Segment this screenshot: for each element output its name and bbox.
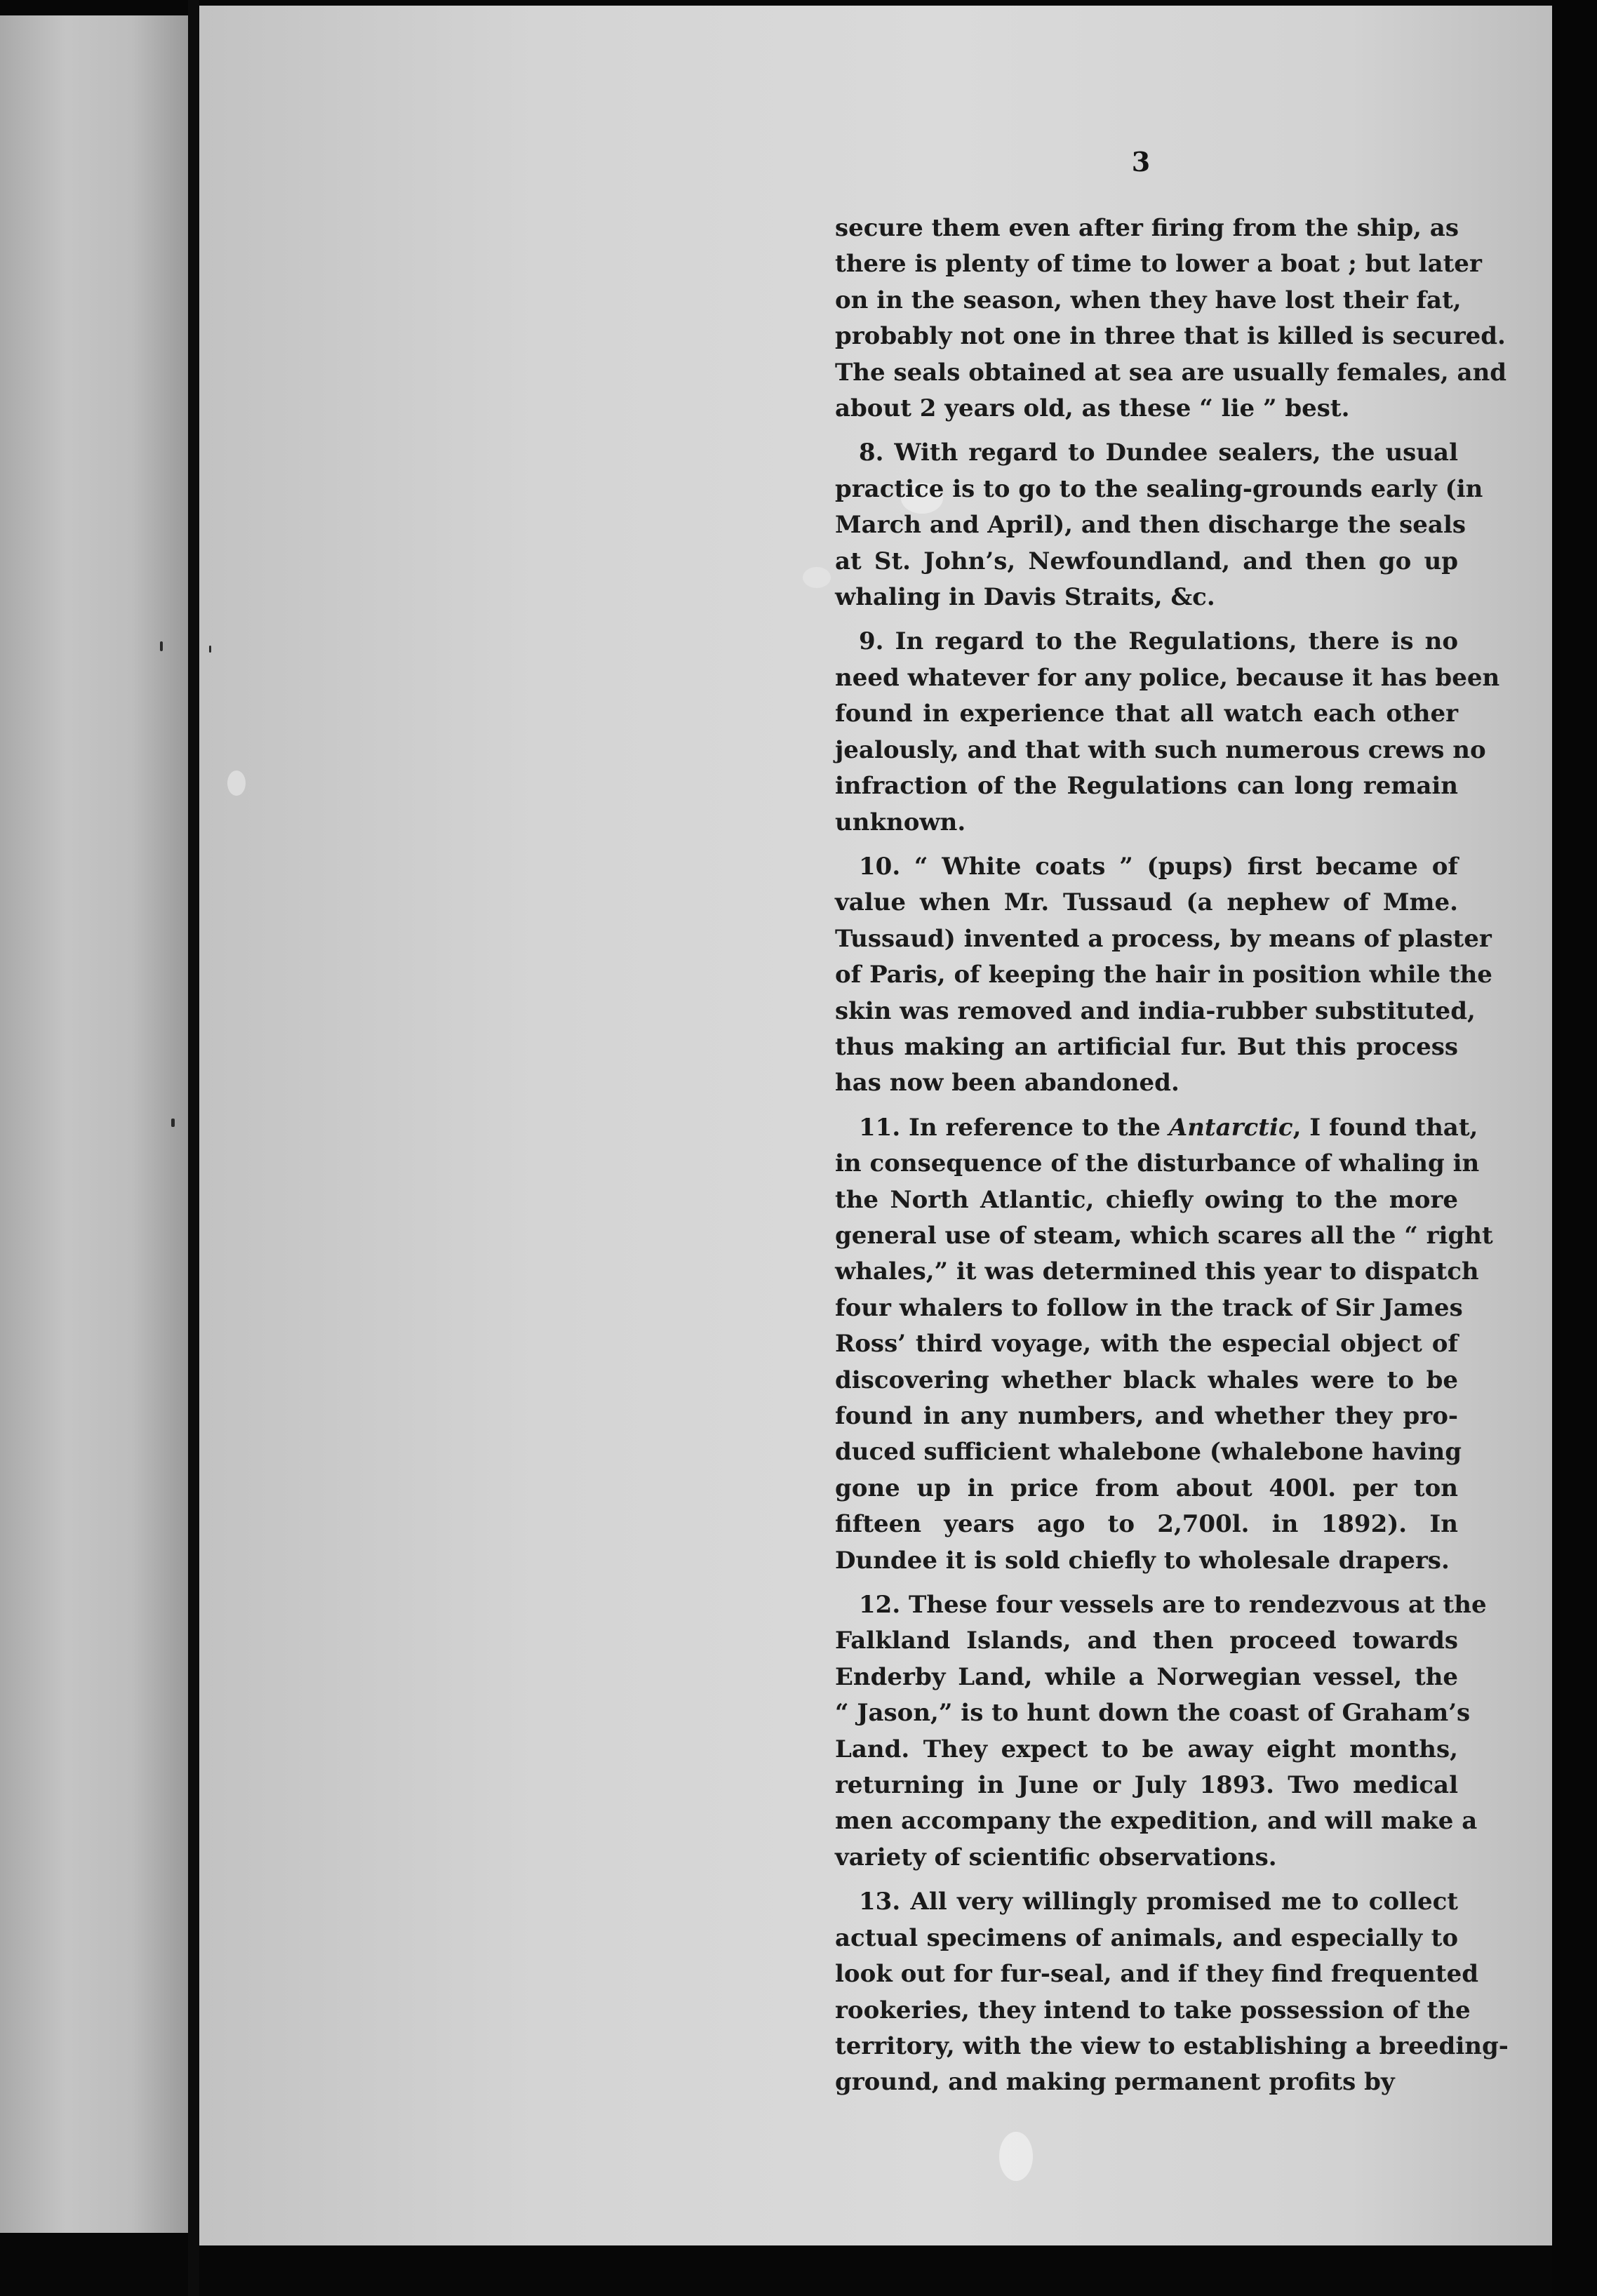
text-line: returning in June or July 1893. Two medical xyxy=(835,1771,1458,1800)
text-line: whaling in Davis Straits, &c. xyxy=(835,583,1215,612)
text-line: jealously, and that with such numerous crews no xyxy=(835,735,1486,764)
text-line: Ross’ third voyage, with the especial object of xyxy=(835,1330,1458,1359)
paragraph-p7-cont xyxy=(835,211,1507,427)
text-line: “ Jason,” is to hunt down the coast of Graham’s xyxy=(835,1699,1471,1728)
page-number: 3 xyxy=(1131,146,1151,178)
book-gutter xyxy=(188,0,199,2296)
text-line: need whatever for any police, because it has been xyxy=(835,663,1500,692)
text-line: practice is to go to the sealing-grounds early (in xyxy=(835,474,1483,503)
text-line: probably not one in three that is killed is secured. xyxy=(835,322,1506,351)
text-line: 13. All very willingly promised me to collect xyxy=(859,1888,1458,1916)
paragraph-p11 xyxy=(835,1110,1493,1579)
ink-speck xyxy=(160,641,163,651)
text-line: value when Mr. Tussaud (a nephew of Mme. xyxy=(835,888,1458,917)
text-line: the North Atlantic, chiefly owing to the more xyxy=(835,1185,1458,1214)
text-line: Tussaud) invented a process, by means of plaster xyxy=(835,924,1492,953)
text-line: infraction of the Regulations can long remain xyxy=(835,772,1458,801)
text-line: rookeries, they intend to take possession of the xyxy=(835,1996,1471,2024)
ink-speck xyxy=(171,1119,175,1127)
text-line: 9. In regard to the Regulations, there is no xyxy=(859,627,1458,656)
text-line: thus making an artificial fur. But this process xyxy=(835,1032,1458,1061)
body-text xyxy=(835,211,1509,2101)
text-line: Land. They expect to be away eight months, xyxy=(835,1735,1458,1763)
text-line: Enderby Land, while a Norwegian vessel, the xyxy=(835,1662,1458,1691)
text-line: of Paris, of keeping the hair in position while the xyxy=(835,961,1492,989)
ship-name-italic: Antarctic xyxy=(1168,1113,1293,1142)
text-line: gone up in price from about 400l. per ton xyxy=(835,1474,1458,1502)
text-line: skin was removed and india-rubber substituted, xyxy=(835,996,1476,1025)
text-line: found in any numbers, and whether they pro- xyxy=(835,1402,1458,1430)
left-page-edge xyxy=(0,15,188,2233)
text-line: four whalers to follow in the track of Sir James xyxy=(835,1293,1463,1322)
text-line: has now been abandoned. xyxy=(835,1069,1180,1097)
text-line: men accompany the expedition, and will make a xyxy=(835,1807,1478,1836)
paper-smudge xyxy=(227,770,246,796)
text-line: Dundee it is sold chiefly to wholesale drapers. xyxy=(835,1546,1450,1575)
text-line: March and April), and then discharge the seals xyxy=(835,511,1466,540)
text-line: actual specimens of animals, and especially to xyxy=(835,1923,1458,1952)
text-line: ground, and making permanent profits by xyxy=(835,2068,1395,2097)
text-line: in consequence of the disturbance of whaling in xyxy=(835,1149,1480,1178)
paragraph-p10 xyxy=(835,849,1492,1102)
paragraph-p13 xyxy=(835,1884,1509,2100)
text-line: there is plenty of time to lower a boat ; but later xyxy=(835,250,1482,279)
text-line: 8. With regard to Dundee sealers, the usual xyxy=(859,439,1458,467)
text-line: on in the season, when they have lost their fat, xyxy=(835,286,1462,314)
text-line: duced sufficient whalebone (whalebone having xyxy=(835,1438,1462,1467)
text-line: about 2 years old, as these “ lie ” best. xyxy=(835,394,1350,423)
ink-speck xyxy=(209,646,211,653)
text-line: 12. These four vessels are to rendezvous at the xyxy=(859,1591,1487,1620)
text-line: at St. John’s, Newfoundland, and then go up xyxy=(835,547,1458,575)
text-line: found in experience that all watch each other xyxy=(835,700,1458,728)
text-line: general use of steam, which scares all the “ right xyxy=(835,1221,1493,1250)
paragraph-p9 xyxy=(835,624,1500,840)
paragraph-p8 xyxy=(835,435,1483,615)
text-line: unknown. xyxy=(835,808,966,836)
text-line: territory, with the view to establishing a breeding- xyxy=(835,2031,1509,2060)
text-line: look out for fur-seal, and if they find frequented xyxy=(835,1960,1478,1989)
paper-smudge xyxy=(999,2132,1033,2181)
text-line: 10. “ White coats ” (pups) first became of xyxy=(859,852,1458,881)
paper-smudge xyxy=(803,567,831,588)
text-line: The seals obtained at sea are usually females, and xyxy=(835,358,1507,387)
text-line: Falkland Islands, and then proceed towards xyxy=(835,1627,1458,1655)
text-line: whales,” it was determined this year to dispatch xyxy=(835,1257,1479,1286)
text-line: variety of scientific observations. xyxy=(835,1843,1277,1871)
text-line: 11. In reference to the Antarctic, I found that, xyxy=(859,1113,1478,1142)
text-line: fifteen years ago to 2,700l. in 1892). In xyxy=(835,1510,1458,1539)
paragraph-p12 xyxy=(835,1587,1487,1876)
text-line: secure them even after firing from the ship, as xyxy=(835,214,1459,242)
scan-border xyxy=(1552,0,1597,2296)
text-line: discovering whether black whales were to be xyxy=(835,1366,1458,1394)
